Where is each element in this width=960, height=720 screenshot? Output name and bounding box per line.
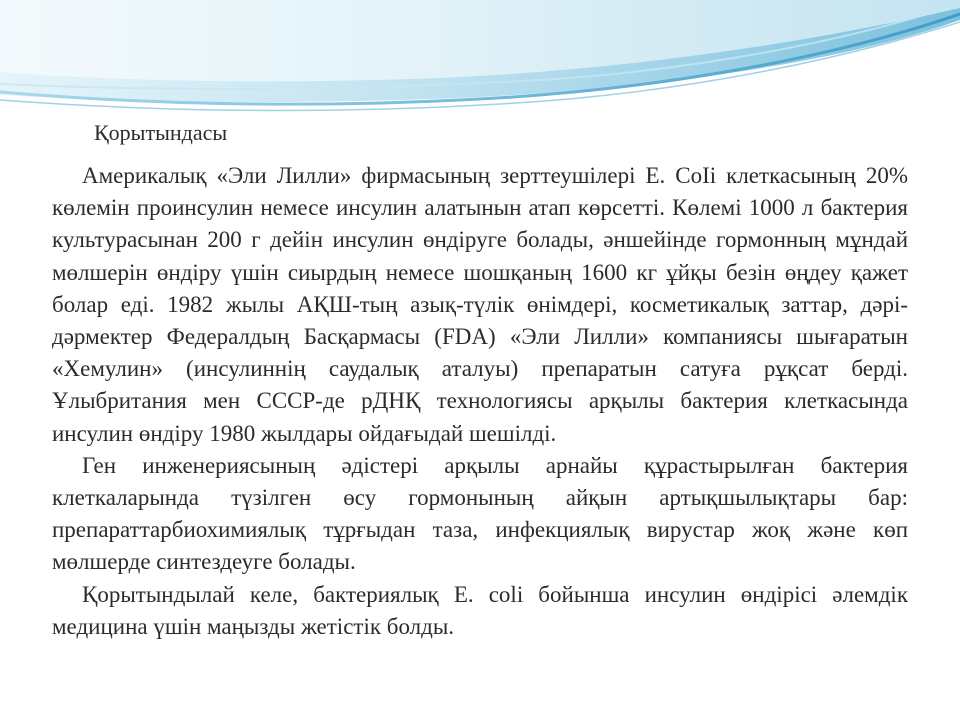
body-paragraph-2: Ген инженериясының әдістері арқылы арнайы құрастырылған бактерия клеткаларында түзілген өсу гормонының айқын артықшылықтары бар: препараттарбиохимиялық тұрғыдан таза, инфекциялық вирустар жоқ және көп мөлшерде синтездеуге болады. [52,452,908,575]
body-paragraph-3: Қорытындылай келе, бактериялық E. coli бойынша инсулин өндірісі әлемдік медицина үшін маңызды жетістік болды. [52,581,908,639]
decorative-wave-banner [0,0,960,130]
slide-title: Қорытындасы [94,120,228,145]
body-paragraph-1: Америкалық «Эли Лилли» фирмасының зерттеушілері E. CoIi клеткасының 20% көлемін проинсулин немесе инсулин алатынын атап көрсетті. Көлемі 1000 л бактерия культурасынан 200 г дейін инсулин өндіруге болады, әншейінде гормонның мұндай мөлшерін өндіру үшін сиырдың немесе шошқаның 1600 кг ұйқы безін өңдеу қажет болар еді. 1982 жылы АҚШ-тың азық-түлік өнімдері, косметикалық заттар, дәрі-дәрмектер Федералдың Басқармасы (FDA) «Эли Лилли» компаниясы шығаратын «Хемулин» (инсулиннің саудалық аталуы) препаратын сатуға рұқсат берді. Ұлыбритания мен СССР-де рДНҚ технологиясы арқылы бактерия клеткасында инсулин өндіру 1980 жылдары ойдағыдай шешілді. [52,163,908,446]
slide-body [52,160,908,720]
